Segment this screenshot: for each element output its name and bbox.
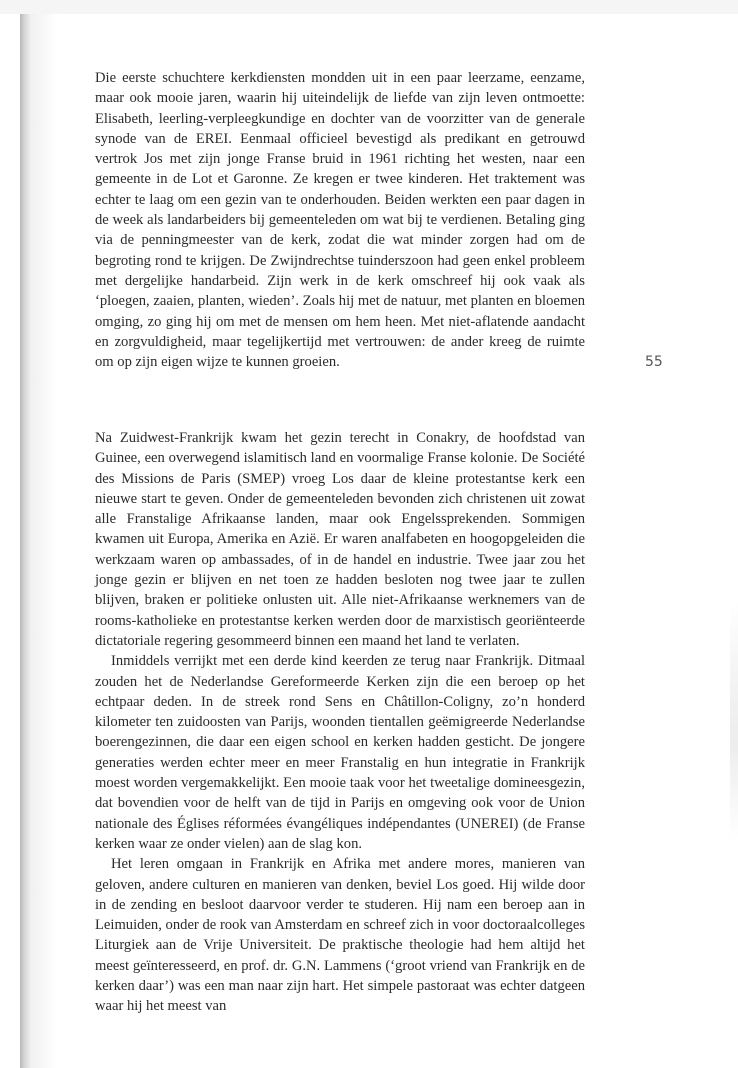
paragraph-4: Het leren omgaan in Frankrijk en Afrika met andere mores, manieren van geloven, andere culturen en manieren van denken, beviel Los goed. Hij wilde door in de zending en besloot daarvoor verder te studeren. Hij nam een beroep aan in Leimuiden, onder de rook van Amsterdam en schreef zich in voor doctoraalcolleges Liturgiek aan de Vrije Universiteit. De praktische theologie had hem altijd het meest geïnteresseerd, en prof. dr. G.N. Lammens (‘groot vriend van Frankrijk en de kerken daar’) was een man naar zijn hart. Het simpele pastoraat was echter datgeen waar hij het meest van <box>95 856 585 1015</box>
spine-shadow <box>30 14 58 1068</box>
paragraph-3: Inmiddels verrijkt met een derde kind keerden ze terug naar Frankrijk. Ditmaal zouden het de Nederlandse Gereformeerde Kerken zijn die een beroep op het echtpaar deden. In de streek rond Sens en Châtillon-Coligny, zo’n honderd kilometer ten zuidoosten van Parijs, woonden tientallen geëmigreerde Nederlandse boerengezinnen, die daar een eigen school en kerken hadden gesticht. De jongere generaties werden echter meer en meer Franstalig en hun integratie in Frankrijk moest worden vergemakkelijkt. Een mooie taak voor het tweetalige domineesgezin, dat bovendien voor de helft van de tijd in Parijs en omgeving ook voor de Union nationale des Églises réformées évangéliques indépendantes (UNEREI) (de Franse kerken waar ze onder vielen) aan de slag kon. <box>95 653 585 852</box>
page-top-edge <box>0 0 738 14</box>
text-block-bottom <box>95 428 585 1017</box>
text-block-top <box>95 68 585 372</box>
page-edge-mark <box>730 600 738 840</box>
page-number: 55 <box>645 354 663 370</box>
book-spine <box>20 14 30 1068</box>
paragraph-2: Na Zuidwest-Frankrijk kwam het gezin terecht in Conakry, de hoofdstad van Guinee, een overwegend islamitisch land en voormalige Franse kolonie. De Société des Missions de Paris (SMEP) vroeg Los daar de kleine protestantse kerk een nieuwe start te geven. Onder de gemeenteleden bevonden zich christenen uit zowat alle Franstalige Afrikaanse landen, maar ook Engelssprekenden. Sommigen kwamen uit Europa, Amerika en Azië. Er waren analfabeten en hoogopgeleiden die werkzaam waren op ambassades, of in de handel en industrie. Twee jaar zou het jonge gezin er blijven en net toen ze hadden besloten nog twee jaar te zullen blijven, braken er politieke onlusten uit. Alle niet-Afrikaanse werknemers van de rooms-katholieke en protestantse kerken werden door de marxistisch georiënteerde dictatoriale regering gesommeerd binnen een maand het land te verlaten. <box>95 430 585 649</box>
paragraph-1: Die eerste schuchtere kerkdiensten mondden uit in een paar leerzame, eenzame, maar ook mooie jaren, waarin hij uiteindelijk de liefde van zijn leven ontmoette: Elisabeth, leerling-verpleegkundige en dochter van de voorzitter van de generale synode van de EREI. Eenmaal officieel bevestigd als predikant en getrouwd vertrok Jos met zijn jonge Franse bruid in 1961 richting het westen, naar een gemeente in de Lot et Garonne. Ze kregen er twee kinderen. Het traktement was echter te laag om een gezin van te onderhouden. Beiden werkten een paar dagen in de week als landarbeiders bij gemeenteleden om wat bij te verdienen. Betaling ging via de penningmeester van de kerk, zodat die wat minder zorgen had om de begroting rond te krijgen. De Zwijndrechtse tuinderszoon had geen enkel probleem met dergelijke handarbeid. Zijn werk in de kerk omschreef hij ook vaak als ‘ploegen, zaaien, planten, wieden’. Zoals hij met de natuur, met planten en bloemen omging, zo ging hij om met de mensen om hem heen. Met niet-aflatende aandacht en zorgvuldigheid, maar tegelijkertijd met vertrouwen: de ander kreeg de ruimte om op zijn eigen wijze te kunnen groeien. <box>95 70 585 371</box>
